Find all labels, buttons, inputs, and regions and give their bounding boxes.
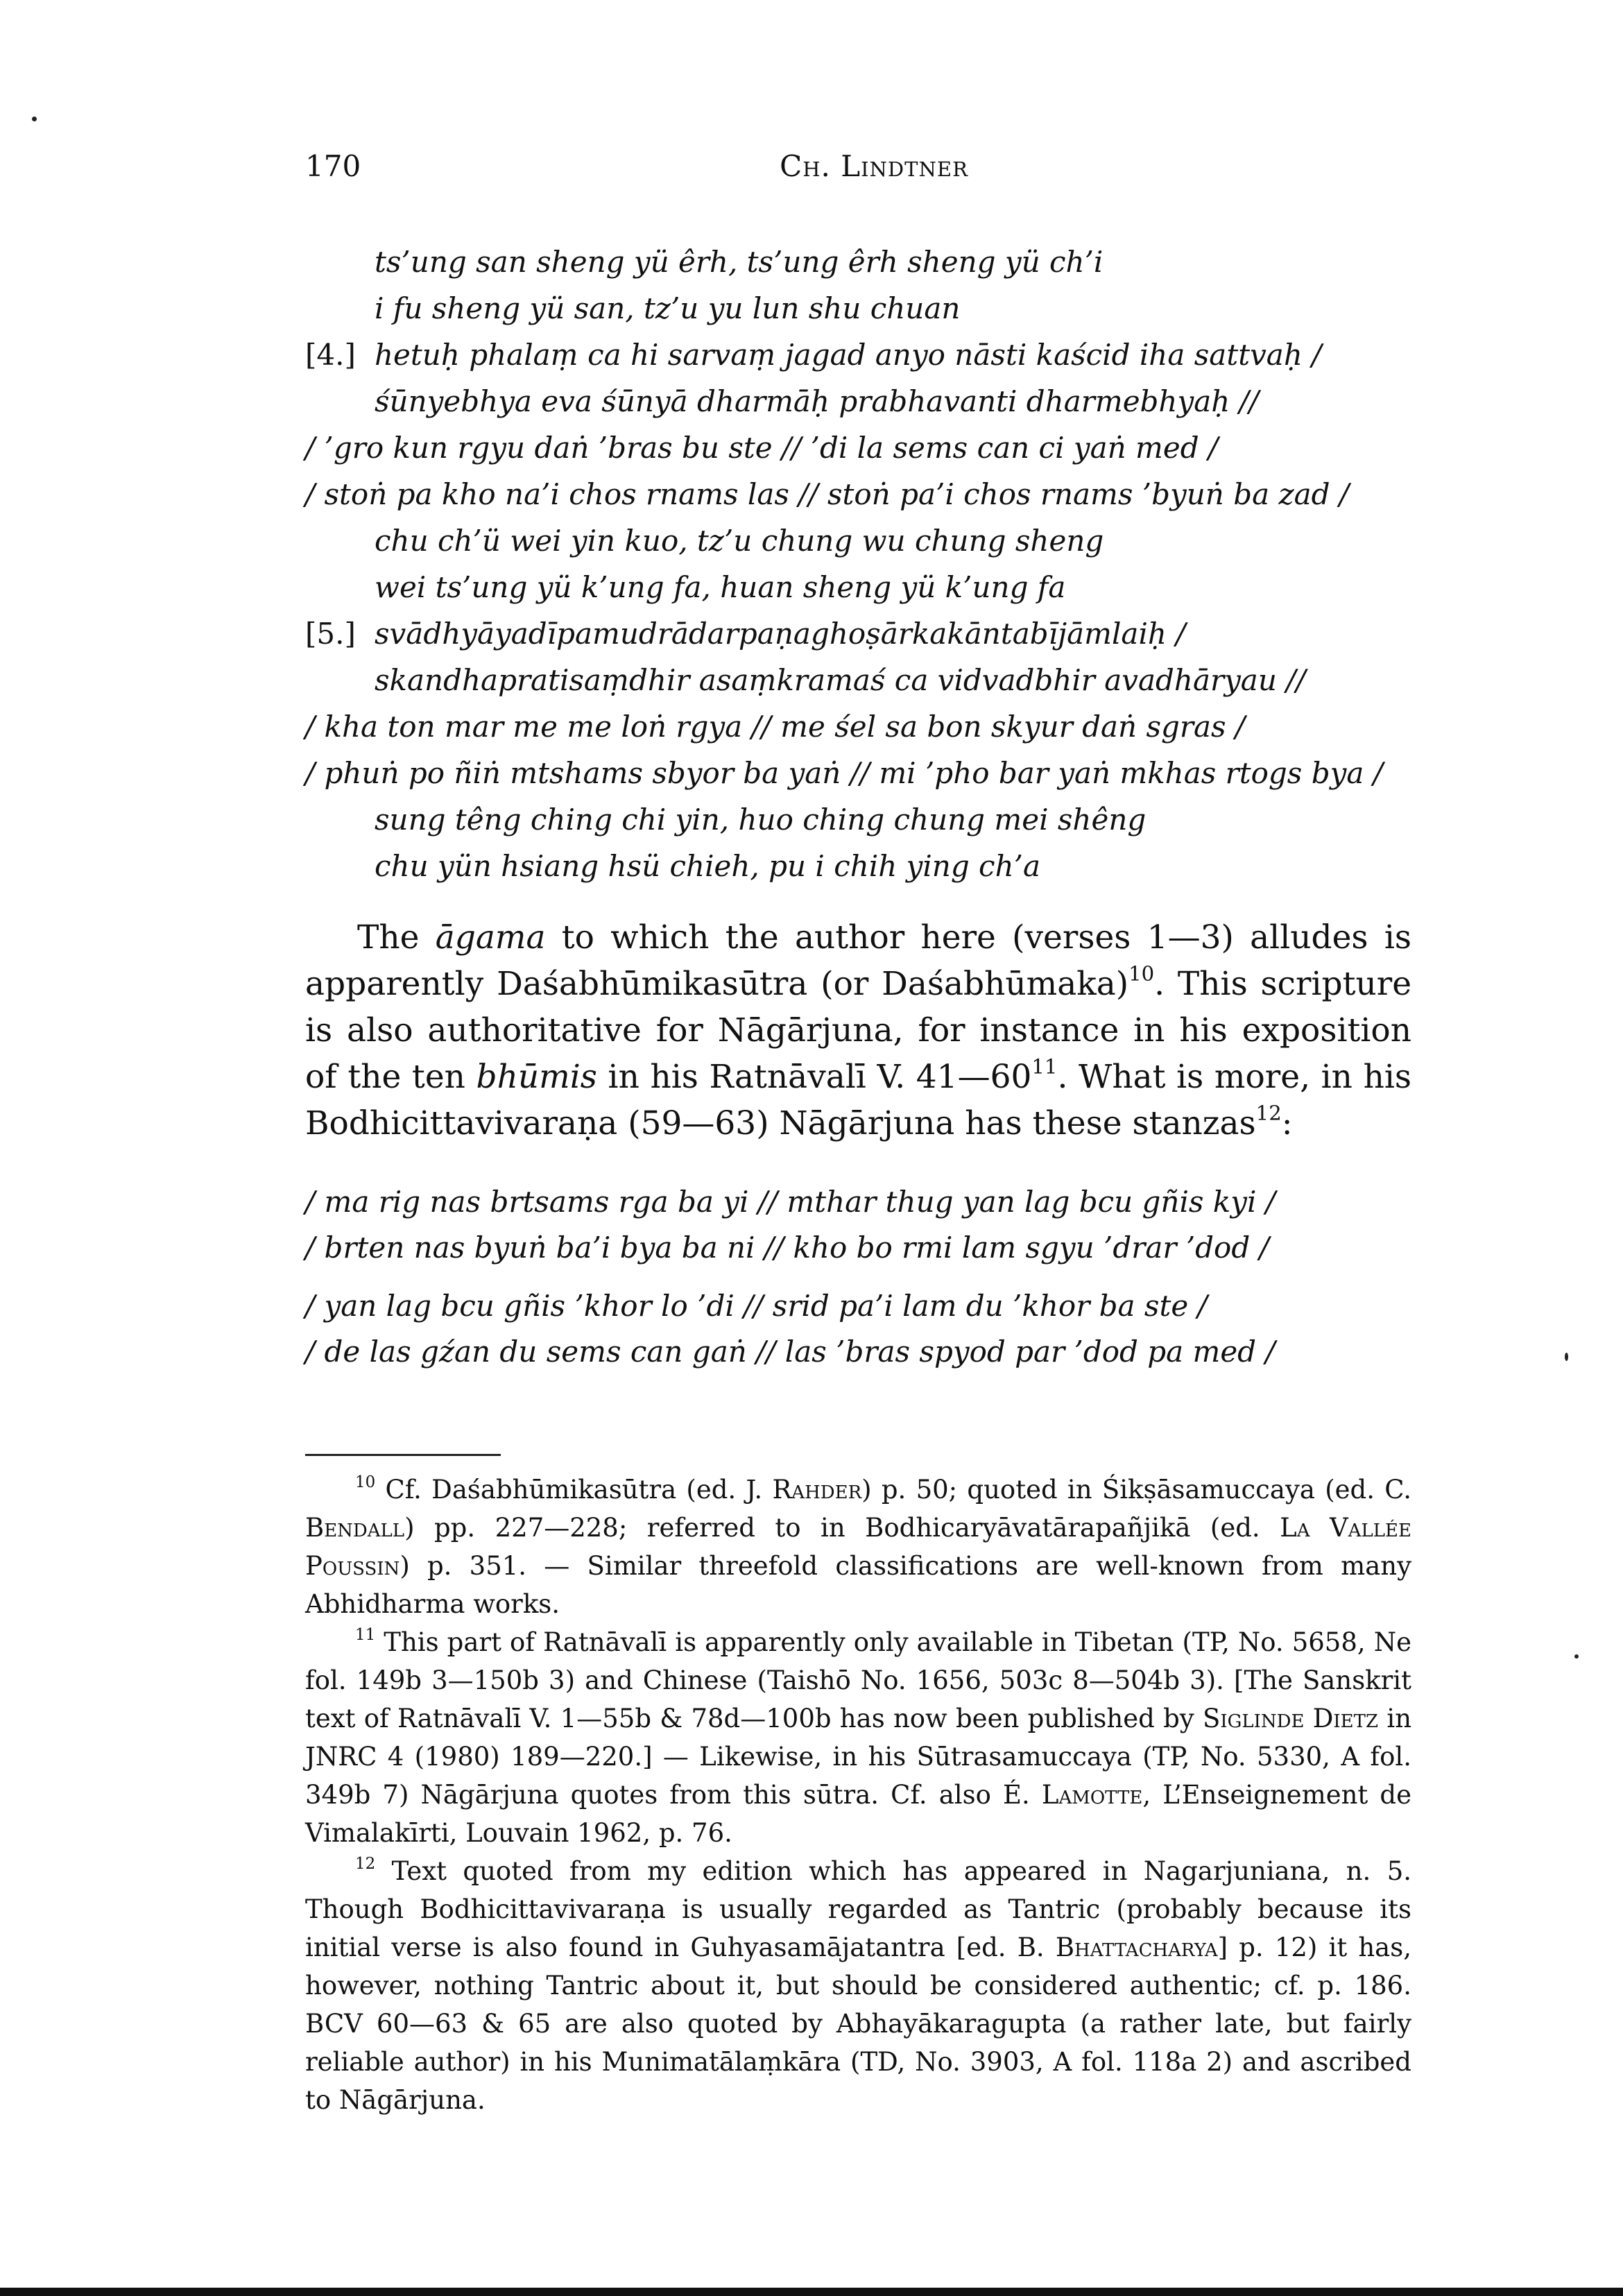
scan-speck xyxy=(1574,1654,1579,1659)
verse-line: [5.] svādhyāyadīpamudrādarpaṇaghoṣārkakāntabījāmlaiḥ / xyxy=(305,610,1450,657)
footnote: $^{11}$ This part of Ratnāvalī is apparently only available in Tibetan (TP, No. 5658, Ne fol. 149b 3—150b 3) and Chinese (Taishō No. 1656, 503c 8—504b 3). [The Sanskrit text of Ratnāvalī V. 1—55b & 78d—100b has now been published by Siglinde Dietz in JNRC 4 (1980) 189—220.] — Likewise, in his Sūtrasamuccaya (TP, No. 5330, A fol. 349b 7) Nāgārjuna quotes from this sūtra. Cf. also É. Lamotte, L’Enseignement de Vimalakīrti, Louvain 1962, p. 76. xyxy=(305,1625,1412,1848)
stanza-line: / brten nas byuṅ ba’i bya ba ni // kho bo rmi lam sgyu ’drar ’dod / xyxy=(305,1231,1269,1265)
verse-line: / kha ton mar me me loṅ rgya // me śel sa bon skyur daṅ sgras / xyxy=(305,710,1246,744)
verse-line: śūnyebhya eva śūnyā dharmāḥ prabhavanti dharmebhyaḥ // xyxy=(375,384,1259,418)
footnote: $^{12}$ Text quoted from my edition which has appeared in Nagarjuniana, n. 5. Though Bodhicittavivaraṇa is usually regarded as Tantric (probably because its initial verse is also found in Guhyasamājatantra [ed. B. Bhattacharya] p. 12) it has, however, nothing Tantric about it, but should be considered authentic; cf. p. 186. BCV 60—63 & 65 are also quoted by Abhayākaragupta (a rather late, but fairly reliable author) in his Munimatālaṃkāra (TD, No. 3903, A fol. 118a 2) and ascribed to Nāgārjuna. xyxy=(305,1854,1411,2115)
running-head: Ch. Lindtner xyxy=(780,149,968,183)
footnote-ref[interactable]: 12 xyxy=(1255,1101,1282,1125)
stanza xyxy=(305,1283,1415,1375)
footnote-rule xyxy=(305,1454,501,1456)
body-paragraph: The āgama to which the author here (verses 1—3) alludes is apparently Daśabhūmikasūtra (or Daśabhūmaka)$^{10}$. This scripture is also authoritative for Nāgārjuna, for instance in his exposition of the ten bhūmis in his Ratnāvalī V. $41—60^{11}$. What is more, in his Bodhicittavivaraṇa (59—63) Nāgārjuna has these stanzas$^{12}$: xyxy=(305,918,1412,1142)
verse-line: [4.] hetuḥ phalaṃ ca hi sarvaṃ jagad anyo nāsti kaścid iha sattvaḥ / xyxy=(305,332,1450,378)
verse-line: chu ch’ü wei yin kuo, tz’u chung wu chung sheng xyxy=(375,524,1104,558)
verse-number: [5.] xyxy=(305,617,356,651)
verse-line: skandhapratisaṃdhir asaṃkramaś ca vidvadbhir avadhāryau // xyxy=(375,663,1306,697)
verse-line: ts’ung san sheng yü êrh, ts’ung êrh sheng yü ch’i xyxy=(375,245,1104,279)
stanza-line: / ma rig nas brtsams rga ba yi // mthar thug yan lag bcu gñis kyi / xyxy=(305,1185,1276,1219)
footnote-number: 12 xyxy=(355,1854,376,1873)
scan-edge xyxy=(0,2288,1623,2296)
verse-line: / stoṅ pa kho na’i chos rnams las // stoṅ pa’i chos rnams ’byuṅ ba zad / xyxy=(305,477,1350,511)
stanza-line: / de las gźan du sems can gaṅ // las ’bras spyod par ’dod pa med / xyxy=(305,1335,1276,1369)
footnote-ref[interactable]: 10 xyxy=(1128,961,1155,986)
stanza xyxy=(305,1179,1415,1271)
footnotes xyxy=(305,1471,1411,2119)
verse-line: wei ts’ung yü k’ung fa, huan sheng yü k’ung fa xyxy=(375,570,1066,604)
page-header xyxy=(305,149,1443,191)
footnote: $^{10}$ Cf. Daśabhūmikasūtra (ed. J. Rahder) p. 50; quoted in Śikṣāsamuccaya (ed. C. Bendall) pp. 227—228; referred to in Bodhicaryāvatārapañjikā (ed. La Vallée Poussin) p. 351. — Similar threefold classifications are well-known from many Abhidharma works. xyxy=(305,1473,1412,1619)
footnote-ref[interactable]: 11 xyxy=(1031,1054,1058,1079)
verse-line: sung têng ching chi yin, huo ching chung mei shêng xyxy=(375,803,1147,837)
verse-line: i fu sheng yü san, tz’u yu lun shu chuan xyxy=(375,291,961,325)
page-number: 170 xyxy=(305,149,361,183)
scan-speck xyxy=(1565,1353,1568,1361)
verse-line: chu yün hsiang hsü chieh, pu i chih ying ch’a xyxy=(375,849,1041,883)
verse-number: [4.] xyxy=(305,338,356,372)
footnote-number: 10 xyxy=(355,1473,376,1491)
stanza-line: / yan lag bcu gñis ’khor lo ’di // srid pa’i lam du ’khor ba ste / xyxy=(305,1289,1208,1323)
verse-block xyxy=(305,239,1450,889)
footnote-number: 11 xyxy=(355,1625,376,1644)
verse-line: / ’gro kun rgyu daṅ ’bras bu ste // ’di la sems can ci yaṅ med / xyxy=(305,431,1219,465)
scan-speck xyxy=(32,117,37,121)
verse-line: / phuṅ po ñiṅ mtshams sbyor ba yaṅ // mi ’pho bar yaṅ mkhas rtogs bya / xyxy=(305,756,1383,790)
